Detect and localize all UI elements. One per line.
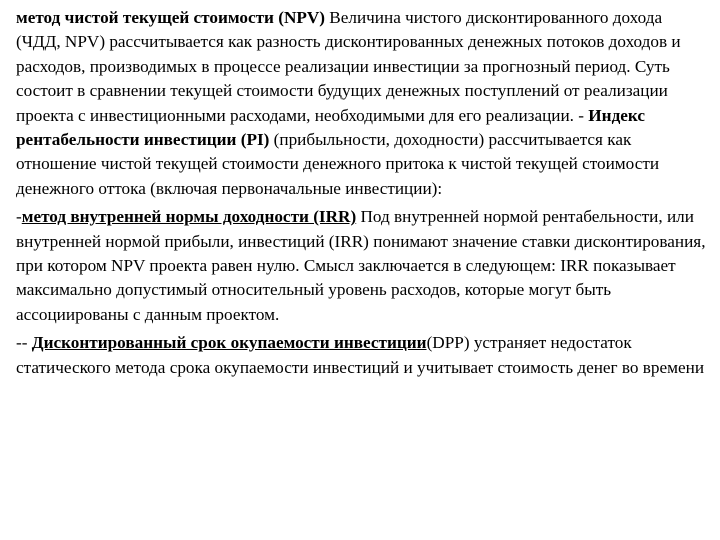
irr-term: метод внутренней нормы доходности (IRR) <box>21 207 357 227</box>
irr-prefix: - <box>16 207 22 227</box>
dpp-prefix: -- <box>16 333 32 353</box>
dpp-description: (DPP) устраняет недостаток статического метода срока окупаемости инвестиций и учитывает стоимость денег во времени <box>16 333 705 377</box>
paragraph-irr <box>16 205 706 327</box>
irr-description: Под внутренней нормой рентабельности, или внутренней нормой прибыли, инвестиций (IRR) понимают значение ставки дисконтирования, при котором NPV проекта равен нулю. Смысл заключается в следующем: IRR показывает максимально допустимый относительный уровень расходов, которые могут быть ассоциированы с данным проектом. <box>16 207 706 324</box>
pi-description: (прибыльности, доходности) рассчитывается как отношение чистой текущей стоимости денежного притока к чистой текущей стоимости денежного оттока (включая первоначальные инвестиции): <box>16 130 660 198</box>
pi-term: Индекс рентабельности инвестиции (PI) <box>16 105 645 150</box>
npv-term: метод чистой текущей стоимости (NPV) <box>16 8 325 27</box>
paragraph-npv-pi <box>16 6 706 201</box>
npv-description: Величина чистого дисконтированного дохода (ЧДД, NPV) рассчитывается как разность дисконтированных денежных потоков доходов и расходов, производимых в процессе реализации инвестиции за прогнозный период. Суть состоит в сравнении текущей стоимости будущих денежных поступлений от реализации проекта с инвестиционными расходами, необходимыми для его реализации. - <box>16 8 681 125</box>
slide-text-body <box>16 6 706 380</box>
dpp-term: Дисконтированный срок окупаемости инвестиции <box>31 333 427 353</box>
paragraph-dpp <box>16 331 706 380</box>
